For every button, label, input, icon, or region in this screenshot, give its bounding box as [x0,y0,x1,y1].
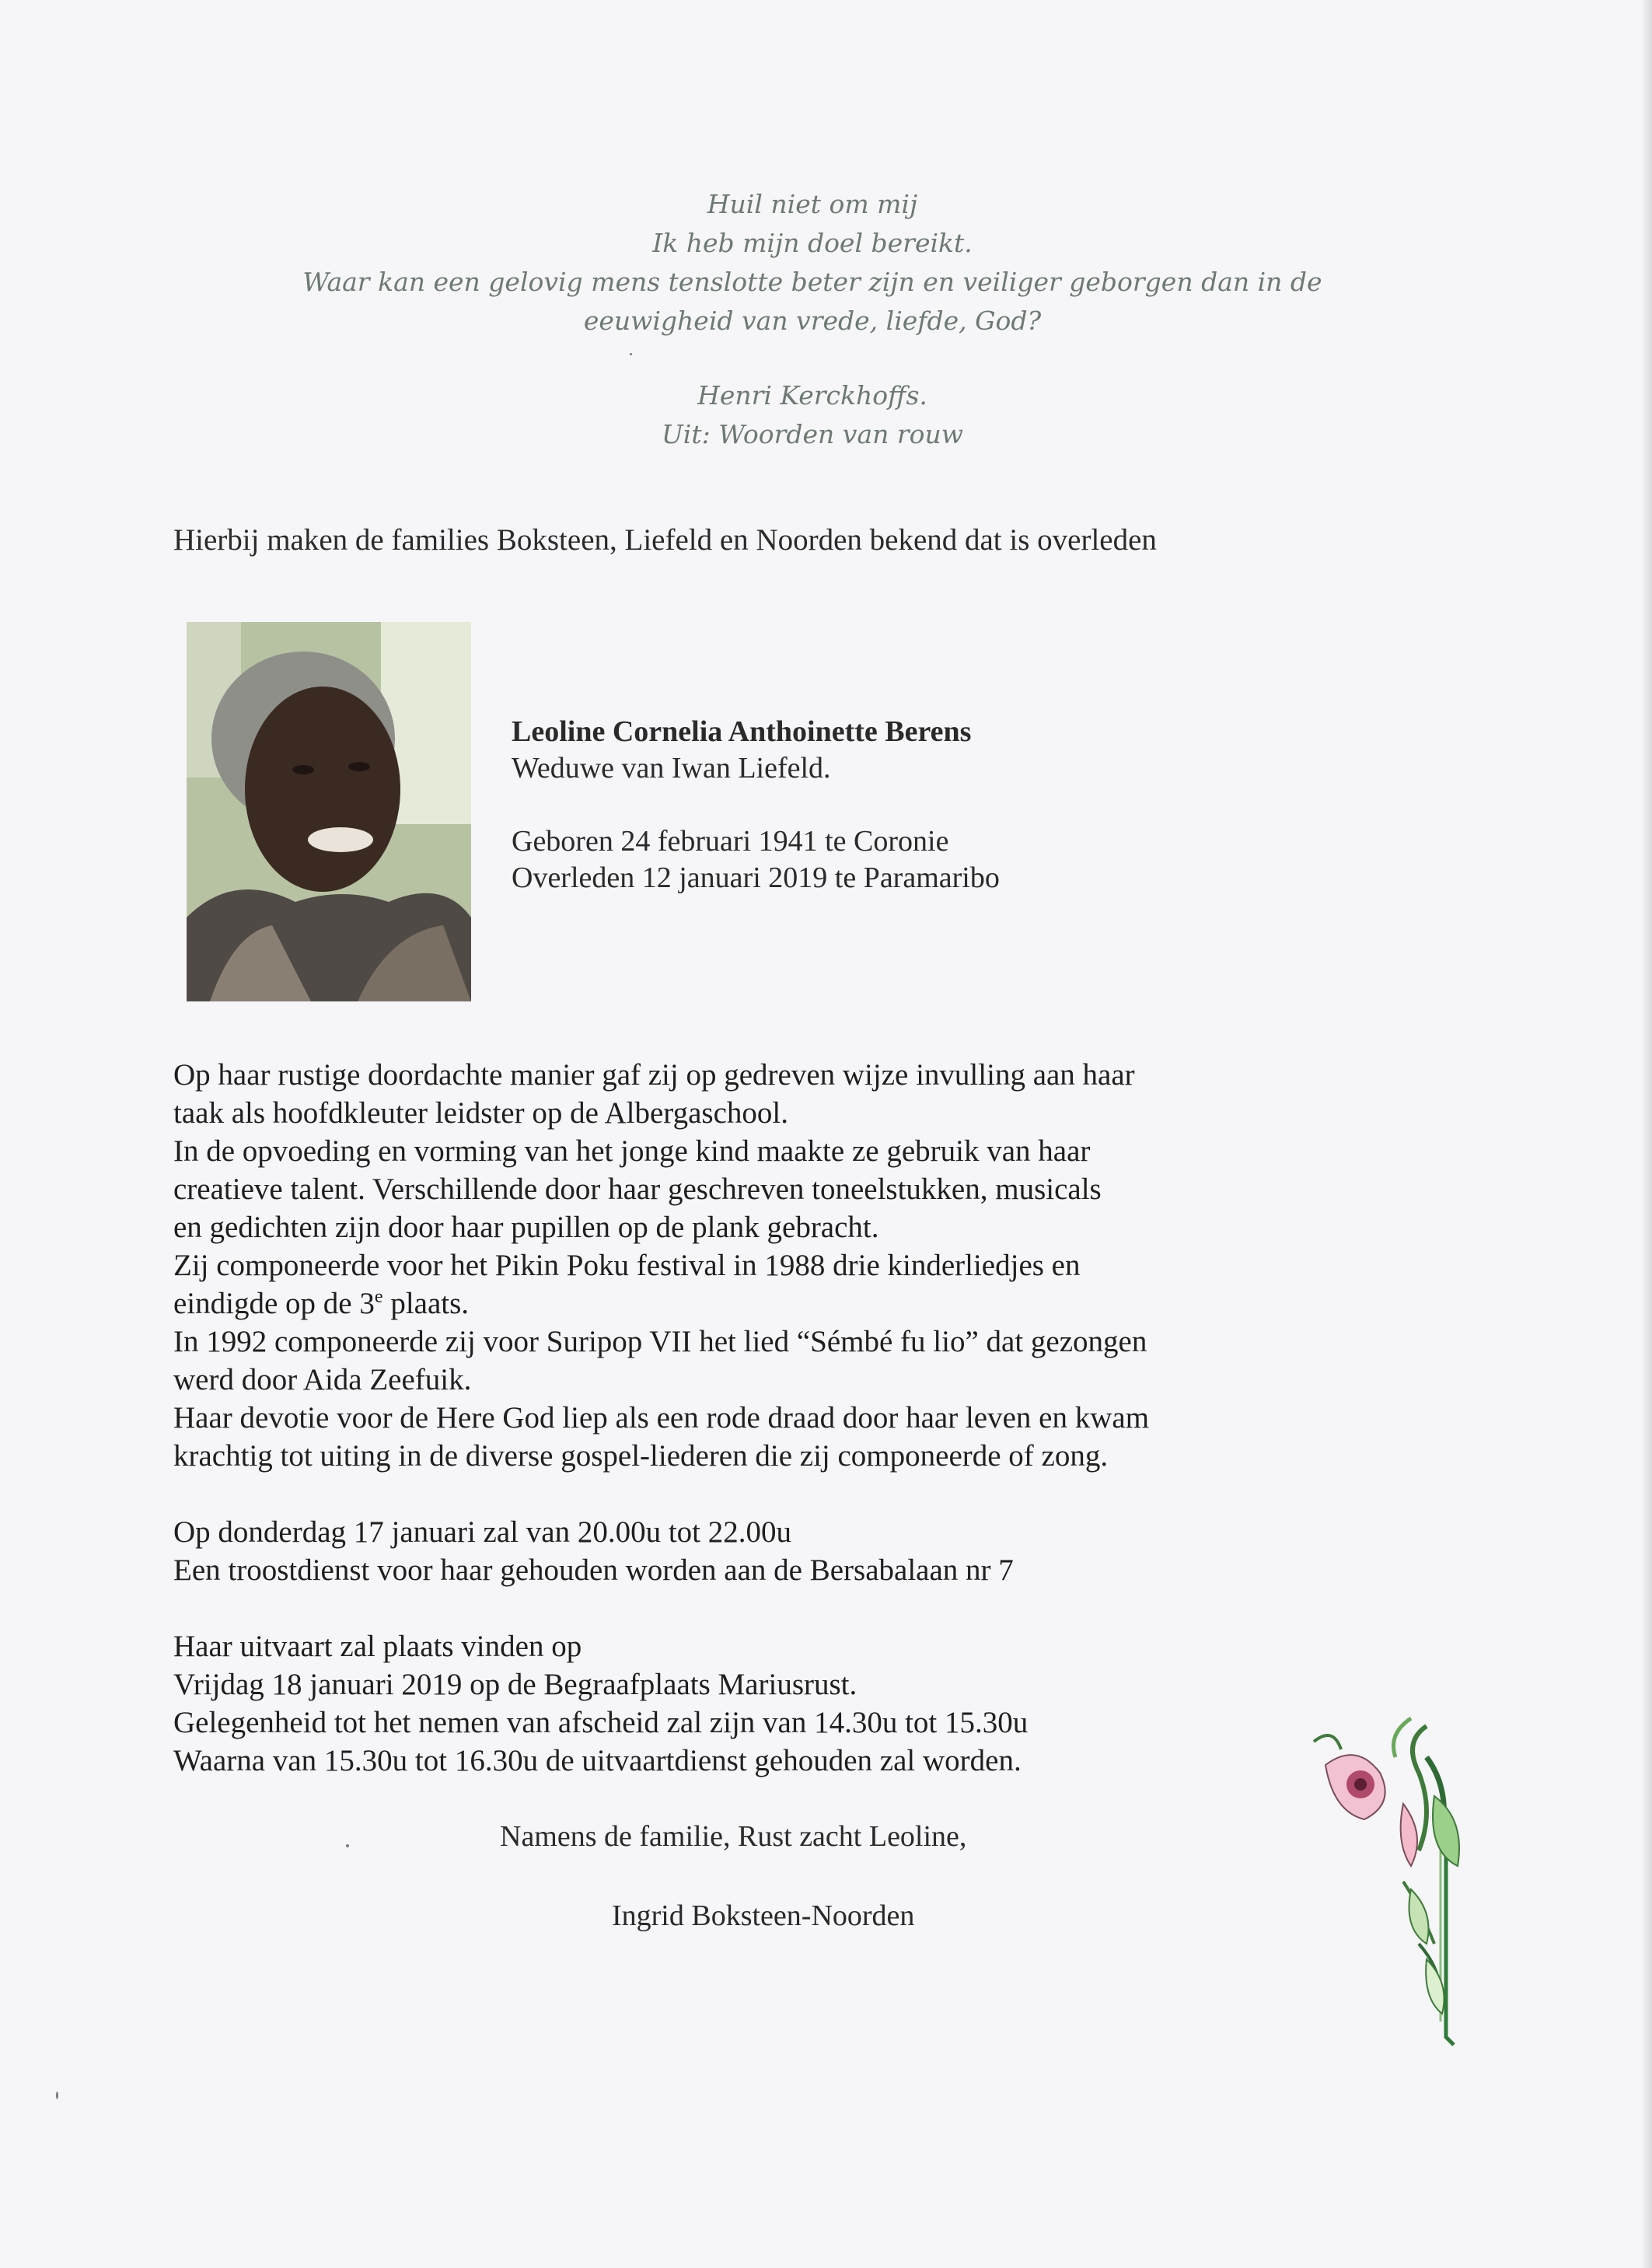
body-line: Zij componeerde voor het Pikin Poku festival in 1988 drie kinderliedjes en [173,1249,1081,1282]
body-line: Waarna van 15.30u tot 16.30u de uitvaartdienst gehouden zal worden. [173,1744,1022,1777]
body-line: krachtig tot uiting in de diverse gospel-liederen die zij componeerde of zong. [173,1439,1109,1473]
floral-ornament [1310,1711,1481,2053]
placement-text: eindigde op de 3 [173,1287,375,1320]
body-line: en gedichten zijn door haar pupillen op de plank gebracht. [173,1211,879,1244]
scan-speck [630,353,632,355]
body-line: Op donderdag 17 januari zal van 20.00u tot 22.00u [173,1515,791,1549]
page-edge-shadow [1641,0,1652,2268]
body-line: Gelegenheid tot het nemen van afscheid zal zijn van 14.30u tot 15.30u [173,1706,1029,1739]
deceased-info [512,714,1000,896]
body-line: In de opvoeding en vorming van het jonge kind maakte ze gebruik van haar [173,1134,1091,1168]
poem-line: Huil niet om mij [707,189,918,219]
poem [171,185,1454,454]
body-line: Haar uitvaart zal plaats vinden op [173,1630,582,1663]
death-line: Overleden 12 januari 2019 te Paramaribo [512,861,1000,894]
body-line: creatieve talent. Verschillende door haar geschreven toneelstukken, musicals [173,1172,1102,1206]
poem-line: Ik heb mijn doel bereikt. [652,228,973,258]
closing-line: Namens de familie, Rust zacht Leoline, [500,1820,967,1853]
body-line: Haar devotie voor de Here God liep als een rode draad door haar leven en kwam [173,1401,1150,1435]
poem-author: Henri Kerckhoffs. [697,380,927,411]
body-line-placement [173,1284,1149,1323]
signatory: Ingrid Boksteen-Noorden [612,1899,915,1932]
body-line: In 1992 componeerde zij voor Suripop VII het lied “Sémbé fu lio” dat gezongen [173,1325,1147,1358]
placement-suffix: plaats. [382,1287,470,1320]
body-line: taak als hoofdkleuter leidster op de Albergaschool. [173,1096,788,1130]
scan-speck [56,2092,58,2099]
body-line: werd door Aida Zeefuik. [173,1363,472,1396]
announcement-intro: Hierbij maken de families Boksteen, Liefeld en Noorden bekend dat is overleden [173,523,1157,557]
poem-line: eeuwigheid van vrede, liefde, God? [583,306,1042,336]
deceased-name: Leoline Cornelia Anthoinette Berens [512,715,972,748]
body-line: Een troostdienst voor haar gehouden worden aan de Bersabalaan nr 7 [173,1553,1014,1587]
portrait-image [187,622,471,1001]
scan-speck [346,1844,349,1847]
poem-source: Uit: Woorden van rouw [661,419,964,449]
body-line: Op haar rustige doordachte manier gaf zij op gedreven wijze invulling aan haar [173,1058,1135,1092]
obituary-body [173,1056,1149,1780]
portrait-photo [187,622,471,1001]
flower-icon [1310,1711,1481,2053]
placement-superscript: e [374,1286,383,1307]
poem-line: Waar kan een gelovig mens tenslotte beter zijn en veiliger geborgen dan in de [302,267,1322,297]
body-line: Vrijdag 18 januari 2019 op de Begraafplaats Mariusrust. [173,1668,857,1701]
birth-line: Geboren 24 februari 1941 te Coronie [512,825,949,858]
widow-line: Weduwe van Iwan Liefeld. [512,752,831,785]
